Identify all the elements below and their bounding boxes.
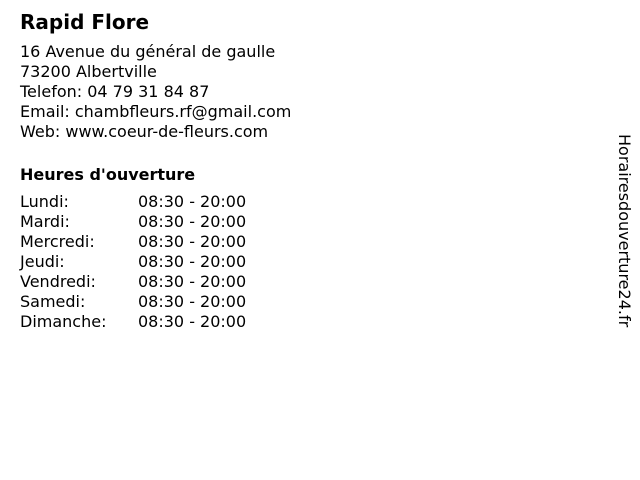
hours-time-value: 08:30 - 20:00 <box>138 232 247 251</box>
phone-line: Telefon: 04 79 31 84 87 <box>20 82 210 101</box>
web-line: Web: www.coeur-de-fleurs.com <box>20 122 269 141</box>
opening-hours-list <box>20 192 580 332</box>
hours-row-thursday <box>20 252 580 272</box>
hours-time-value: 08:30 - 20:00 <box>138 192 247 211</box>
hours-day-label: Samedi: <box>20 292 86 311</box>
email-line: Email: chambfleurs.rf@gmail.com <box>20 102 292 121</box>
hours-time-value: 08:30 - 20:00 <box>138 312 247 331</box>
hours-day-label: Vendredi: <box>20 272 96 291</box>
hours-row-friday <box>20 272 580 292</box>
hours-day-label: Mardi: <box>20 212 70 231</box>
hours-row-tuesday <box>20 212 580 232</box>
hours-time-value: 08:30 - 20:00 <box>138 212 247 231</box>
hours-row-monday <box>20 192 580 212</box>
hours-row-saturday <box>20 292 580 312</box>
site-watermark: Horairesdouverture24.fr <box>615 134 634 328</box>
hours-day-label: Dimanche: <box>20 312 107 331</box>
city-line: 73200 Albertville <box>20 62 157 81</box>
business-name: Rapid Flore <box>20 10 150 34</box>
hours-time-value: 08:30 - 20:00 <box>138 272 247 291</box>
hours-row-wednesday <box>20 232 580 252</box>
hours-day-label: Lundi: <box>20 192 69 211</box>
address-line: 16 Avenue du général de gaulle <box>20 42 276 61</box>
opening-hours-heading: Heures d'ouverture <box>20 165 196 184</box>
hours-row-sunday <box>20 312 580 332</box>
hours-day-label: Jeudi: <box>20 252 65 271</box>
hours-time-value: 08:30 - 20:00 <box>138 252 247 271</box>
business-card <box>20 8 580 332</box>
hours-time-value: 08:30 - 20:00 <box>138 292 247 311</box>
hours-day-label: Mercredi: <box>20 232 95 251</box>
